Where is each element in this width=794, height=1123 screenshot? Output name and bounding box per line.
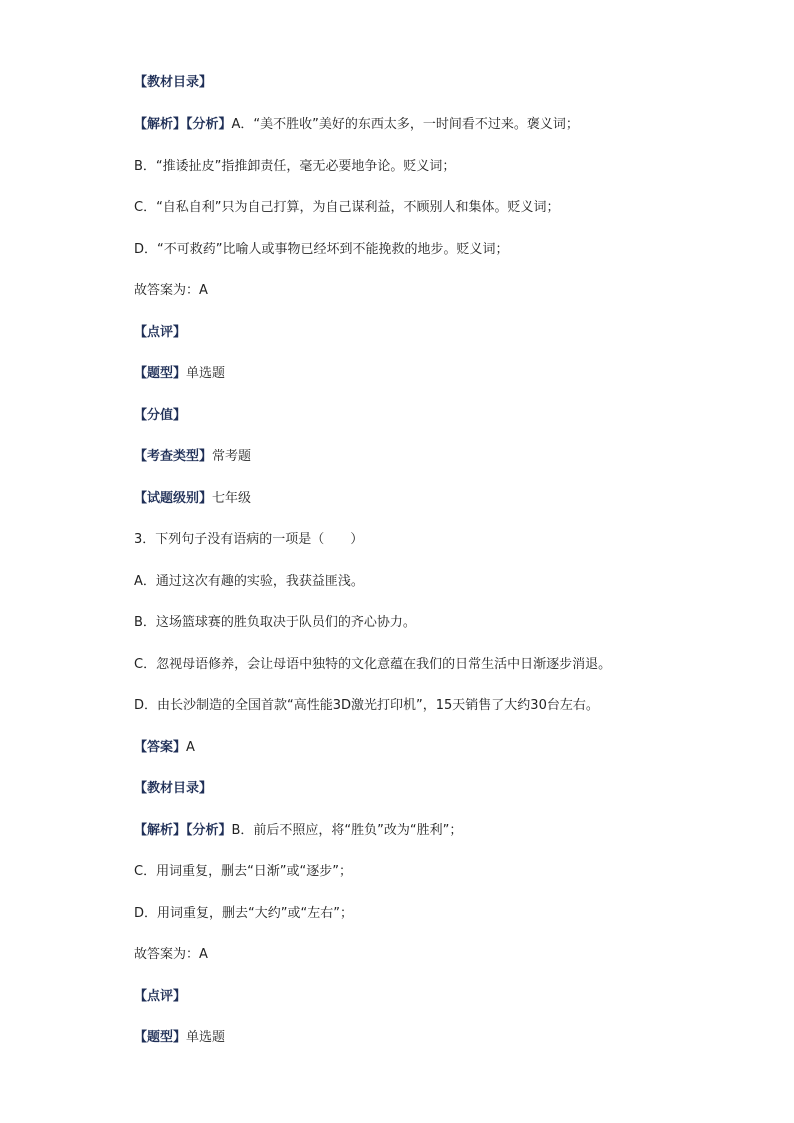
exam-type: 【考查类型】常考题: [134, 449, 252, 464]
option-b-analysis: B．“推诿扯皮”指推卸责任，毫无必要地争论。贬义词；: [134, 159, 456, 174]
analysis-line: 【解析】【分析】A．“美不胜收”美好的东西太多，一时间看不过来。褒义词；: [134, 117, 579, 132]
option-d-analysis: D．“不可救药”比喻人或事物已经坏到不能挽救的地步。贬义词；: [134, 242, 509, 257]
answer-line: 【答案】A: [134, 740, 195, 755]
analysis-line-2: 【解析】【分析】B．前后不照应，将“胜负”改为“胜利”；: [134, 823, 463, 838]
option-c-analysis-2: C．用词重复，删去“日渐”或“逐步”；: [134, 864, 353, 879]
question-3-option-a: A．通过这次有趣的实验，我获益匪浅。: [134, 574, 364, 589]
score-heading: 【分值】: [134, 408, 187, 423]
question-3-stem: 3．下列句子没有语病的一项是（ ）: [134, 532, 364, 547]
section-heading-textbook-catalog: 【教材目录】: [134, 75, 213, 90]
question-3-option-d: D．由长沙制造的全国首款“高性能3D激光打印机”，15天销售了大约30台左右。: [134, 698, 599, 713]
section-heading-textbook-catalog-2: 【教材目录】: [134, 781, 213, 796]
option-d-analysis-2: D．用词重复，删去“大约”或“左右”；: [134, 906, 353, 921]
question-level: 【试题级别】七年级: [134, 491, 252, 506]
question-type-2: 【题型】单选题: [134, 1030, 226, 1045]
answer-summary: 故答案为：A: [134, 283, 208, 298]
question-type: 【题型】单选题: [134, 366, 226, 381]
comment-heading-2: 【点评】: [134, 989, 187, 1004]
option-c-analysis: C．“自私自利”只为自己打算，为自己谋利益，不顾别人和集体。贬义词；: [134, 200, 560, 215]
question-3-option-c: C．忽视母语修养，会让母语中独特的文化意蕴在我们的日常生活中日渐逐步消退。: [134, 657, 612, 672]
answer-summary-2: 故答案为：A: [134, 947, 208, 962]
comment-heading: 【点评】: [134, 325, 187, 340]
question-3-option-b: B．这场篮球赛的胜负取决于队员们的齐心协力。: [134, 615, 416, 630]
